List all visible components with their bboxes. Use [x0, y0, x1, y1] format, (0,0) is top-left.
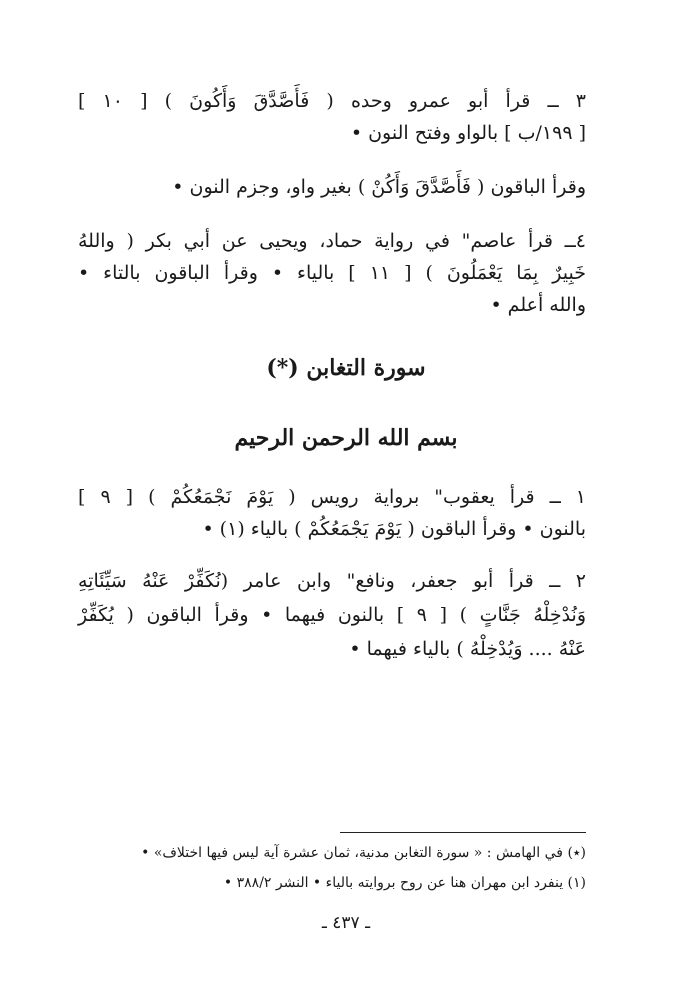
- item2-line2: وَنُدْخِلْهُ جَنَّاتٍ ) [ ٩ ] بالنون فيهما • وقرأ الباقون ( يُكَفِّرْ: [78, 604, 587, 626]
- footnote-star: (٭) في الهامش : « سورة التغابن مدنية، ثمان عشرة آية ليس فيها اختلاف» •: [141, 845, 586, 861]
- item3-line3: وقرأ الباقون ( فَأَصَّدَّقَ وَأَكُنْ ) بغير واو، وجزم النون •: [172, 176, 586, 198]
- item1-line1: ١ ــ قرأ يعقوب" برواية رويس ( يَوْمَ نَجْمَعُكُمْ ) [ ٩ ]: [78, 486, 587, 508]
- page-number: ـ ٤٣٧ ـ: [321, 913, 371, 933]
- footnote-divider: [340, 832, 586, 833]
- item3-line2: [ ١٩٩/ب ] بالواو وفتح النون •: [350, 122, 586, 144]
- basmala: بسم الله الرحمن الرحيم: [234, 425, 458, 451]
- footnote-1: (١) ينفرد ابن مهران هنا عن روح بروايته بالياء • النشر ٣٨٨/٢ •: [223, 875, 586, 891]
- item1-line2: بالنون • وقرأ الباقون ( يَوْمَ يَجْمَعُكُمْ ) بالياء (١) •: [202, 518, 586, 540]
- item4-line2: خَبِيرٌ بِمَا يَعْمَلُونَ ) [ ١١ ] بالياء • وقرأ الباقون بالتاء •: [78, 262, 587, 284]
- item4-line3: والله أعلم •: [490, 294, 586, 316]
- item2-line3: عَنْهُ .... وَيُدْخِلْهُ ) بالياء فيهما •: [349, 638, 586, 660]
- item3-line1: ٣ ــ قرأ أبو عمرو وحده ( فَأَصَّدَّقَ وَأَكُونَ ) [ ١٠ ]: [78, 90, 586, 112]
- item4-line1: ٤ــ قرأ عاصم" في رواية حماد، ويحيى عن أبي بكر ( واللهُ: [78, 230, 586, 252]
- surah-title: سورة التغابن (*): [266, 355, 426, 381]
- item2-line1: ٢ ــ قرأ أبو جعفر، ونافع" وابن عامر (نُكَفِّرْ عَنْهُ سَيِّئَاتِهِ: [78, 570, 586, 592]
